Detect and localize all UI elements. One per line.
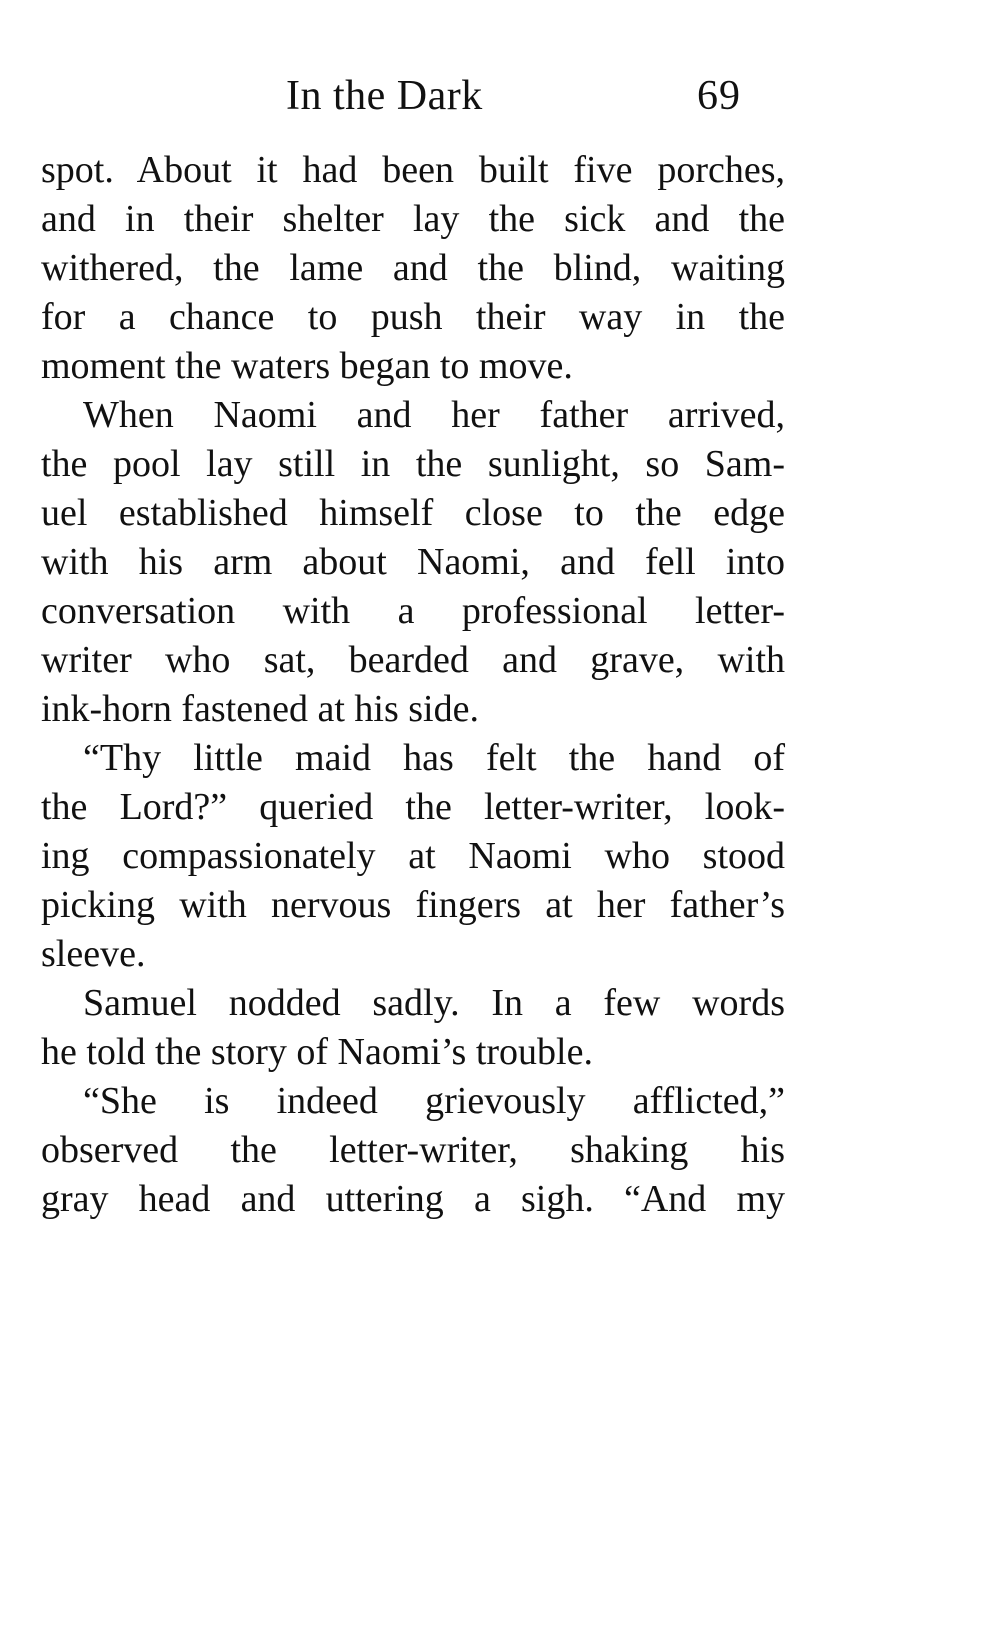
text-line: moment the waters began to move. <box>41 345 573 387</box>
text-line: When Naomi and her father arrived, <box>83 394 785 436</box>
text-line: observed the letter-writer, shaking his <box>41 1129 785 1171</box>
text-line: gray head and uttering a sigh. “And my <box>41 1178 785 1220</box>
text-line: writer who sat, bearded and grave, with <box>41 639 785 681</box>
text-line: sleeve. <box>41 933 146 975</box>
text-line: spot. About it had been built five porches, <box>41 149 785 191</box>
running-title: In the Dark <box>286 73 483 119</box>
text-line: ink-horn fastened at his side. <box>41 688 479 730</box>
text-line: he told the story of Naomi’s trouble. <box>41 1031 593 1073</box>
text-line: the pool lay still in the sunlight, so Sam- <box>41 443 785 485</box>
text-line: ing compassionately at Naomi who stood <box>41 835 785 877</box>
page-number: 69 <box>697 73 741 119</box>
text-line: for a chance to push their way in the <box>41 296 785 338</box>
text-line: with his arm about Naomi, and fell into <box>41 541 785 583</box>
text-line: “She is indeed grievously afflicted,” <box>83 1080 785 1122</box>
text-line: Samuel nodded sadly. In a few words <box>83 982 785 1024</box>
text-line: withered, the lame and the blind, waiting <box>41 247 785 289</box>
running-head <box>0 66 1000 126</box>
text-line: “Thy little maid has felt the hand of <box>83 737 785 779</box>
text-line: the Lord?” queried the letter-writer, look- <box>41 786 785 828</box>
text-line: uel established himself close to the edge <box>41 492 785 534</box>
text-line: and in their shelter lay the sick and the <box>41 198 785 240</box>
text-line: conversation with a professional letter- <box>41 590 785 632</box>
text-line: picking with nervous fingers at her father’s <box>41 884 785 926</box>
body-text <box>41 146 785 1224</box>
